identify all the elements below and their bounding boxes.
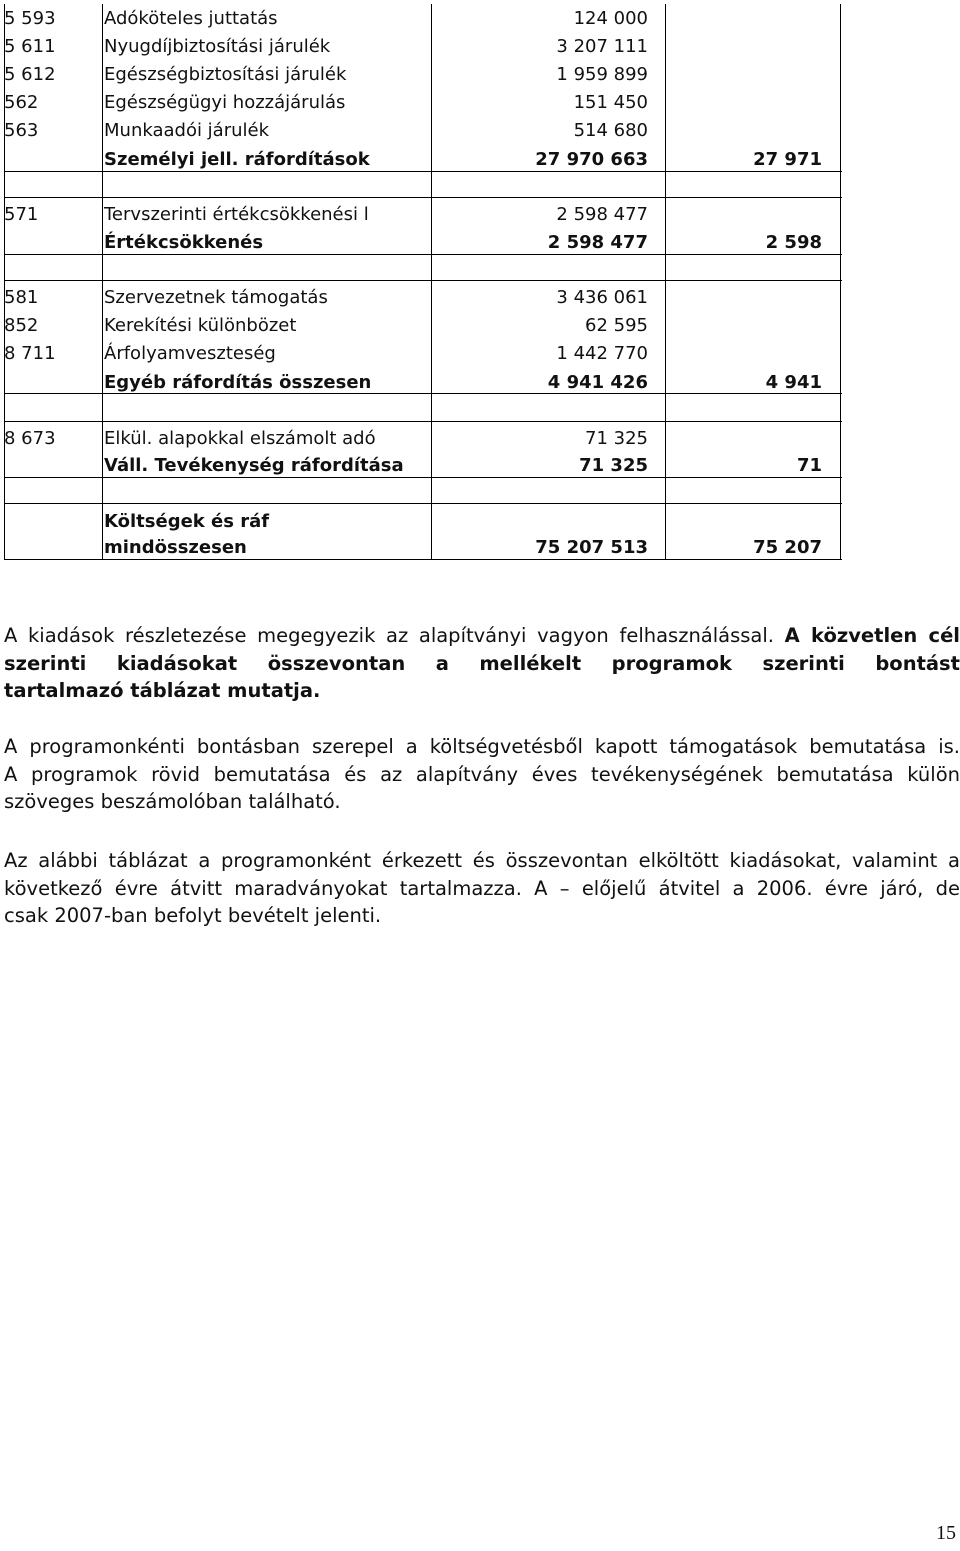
subtotal-label: Értékcsökkenés [104, 232, 264, 253]
subtotal-amount: 71 325 [579, 455, 648, 476]
paragraph-line: szöveges beszámolóban található. [4, 790, 341, 813]
table-cell-amount: 124 000 [573, 8, 648, 29]
subtotal-total: 4 941 [765, 372, 822, 393]
table-cell-name: Elkül. alapokkal elszámolt adó [104, 428, 376, 449]
table-cell-name: Szervezetnek támogatás [104, 287, 328, 308]
paragraph-expense-details [4, 622, 960, 705]
paragraph-bold-text: tartalmazó táblázat mutatja. [4, 679, 321, 702]
page-number: 15 [936, 1522, 956, 1544]
subtotal-amount: 2 598 477 [547, 232, 648, 253]
subtotal-label: Váll. Tevékenység ráfordítása [104, 455, 404, 476]
table-cell-name: Egészségbiztosítási járulék [104, 64, 347, 85]
grand-total-total: 75 207 [753, 537, 822, 558]
paragraph-bold-text: A közvetlen cél [784, 624, 960, 647]
table-cell-code: 8 673 [4, 428, 56, 449]
paragraph-table-intro [4, 847, 960, 930]
table-cell-name: Árfolyamveszteség [104, 343, 276, 364]
subtotal-total: 27 971 [753, 149, 822, 170]
expense-table [4, 4, 842, 560]
table-cell-name: Nyugdíjbiztosítási járulék [104, 36, 331, 57]
subtotal-label: Személyi jell. ráfordítások [104, 149, 370, 170]
paragraph-bold-text: szerinti kiadásokat összevontan a mellékelt programok szerinti bontást [4, 651, 960, 675]
paragraph-line: következő évre átvitt maradványokat tartalmazza. A – előjelű átvitel a 2006. évre járó, de [4, 876, 960, 900]
table-cell-code: 571 [4, 204, 39, 225]
subtotal-amount: 4 941 426 [547, 372, 648, 393]
table-cell-code: 5 593 [4, 8, 56, 29]
grand-total-label-line2: mindösszesen [104, 537, 247, 558]
table-cell-code: 581 [4, 287, 39, 308]
paragraph-line: csak 2007-ban befolyt bevételt jelenti. [4, 904, 382, 927]
table-cell-amount: 1 959 899 [556, 64, 648, 85]
table-cell-code: 852 [4, 315, 39, 336]
table-cell-amount: 1 442 770 [556, 343, 648, 364]
table-cell-code: 562 [4, 92, 39, 113]
table-cell-amount: 3 207 111 [556, 36, 648, 57]
table-cell-name: Adóköteles juttatás [104, 8, 278, 29]
paragraph-line: Az alábbi táblázat a programonként érkezett és összevontan elköltött kiadásokat, valamint a [4, 849, 960, 872]
subtotal-total: 71 [796, 455, 822, 476]
table-cell-amount: 151 450 [573, 92, 648, 113]
subtotal-label: Egyéb ráfordítás összesen [104, 372, 372, 393]
grand-total-label-line1: Költségek és ráf [104, 511, 270, 532]
table-cell-amount: 71 325 [585, 428, 648, 449]
paragraph-line: A programonkénti bontásban szerepel a költségvetésből kapott támogatások bemutatása is. [4, 735, 960, 758]
table-cell-code: 5 611 [4, 36, 56, 57]
table-cell-amount: 62 595 [585, 315, 648, 336]
table-cell-amount: 2 598 477 [556, 204, 648, 225]
table-cell-name: Munkaadói járulék [104, 120, 270, 141]
paragraph-program-breakdown [4, 733, 960, 816]
subtotal-amount: 27 970 663 [535, 149, 648, 170]
paragraph-text: A kiadások részletezése megegyezik az alapítványi vagyon felhasználással. [4, 624, 785, 647]
table-cell-code: 8 711 [4, 343, 56, 364]
table-cell-code: 5 612 [4, 64, 56, 85]
table-cell-amount: 3 436 061 [556, 287, 648, 308]
table-cell-amount: 514 680 [573, 120, 648, 141]
table-cell-code: 563 [4, 120, 39, 141]
paragraph-line: A programok rövid bemutatása és az alapítvány éves tevékenységének bemutatása külön [4, 762, 960, 786]
subtotal-total: 2 598 [765, 232, 822, 253]
table-cell-name: Kerekítési különbözet [104, 315, 297, 336]
table-cell-name: Tervszerinti értékcsökkenési l [104, 204, 369, 225]
table-cell-name: Egészségügyi hozzájárulás [104, 92, 346, 113]
grand-total-amount: 75 207 513 [535, 537, 648, 558]
